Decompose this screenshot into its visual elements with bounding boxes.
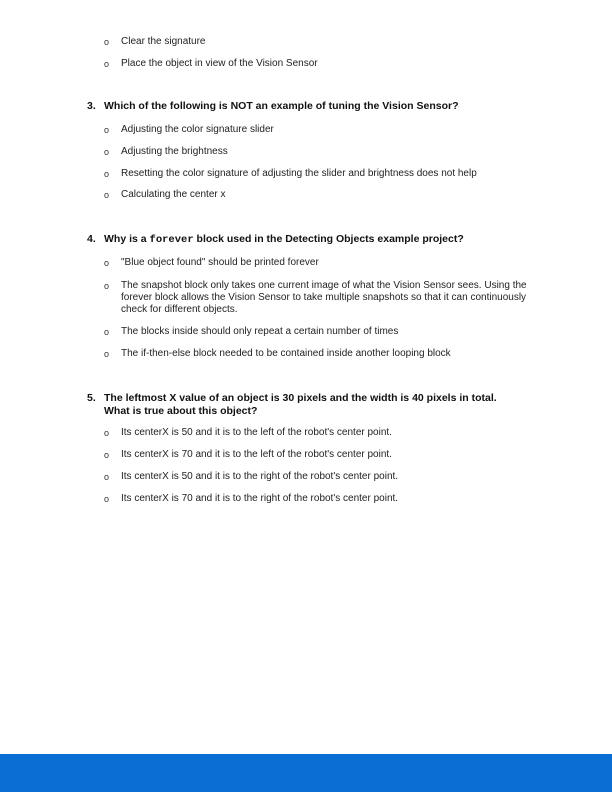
list-item <box>104 189 544 201</box>
option-text: Its centerX is 70 and it is to the right of the robot's center point. <box>121 493 399 504</box>
bullet-icon: o <box>104 349 110 359</box>
question-text <box>104 233 517 247</box>
question-number: 5. <box>87 392 96 404</box>
list-item <box>104 146 544 158</box>
question-5 <box>87 392 517 418</box>
bullet-icon: o <box>104 169 110 179</box>
question-number: 3. <box>87 100 96 112</box>
list-item <box>104 427 544 439</box>
option-text: Clear the signature <box>121 36 206 47</box>
bullet-icon: o <box>104 472 110 482</box>
question-number: 4. <box>87 233 96 245</box>
footer-bar <box>0 754 612 792</box>
list-item <box>104 58 544 70</box>
bullet-icon: o <box>104 450 110 460</box>
option-text: Its centerX is 50 and it is to the left of the robot's center point. <box>121 427 392 438</box>
option-text: The blocks inside should only repeat a certain number of times <box>121 326 399 337</box>
option-text: Adjusting the brightness <box>121 146 228 157</box>
option-text: Adjusting the color signature slider <box>121 124 274 135</box>
question-4 <box>87 233 517 247</box>
option-text: Resetting the color signature of adjusting the slider and brightness does not help <box>121 168 477 179</box>
list-item <box>104 36 544 48</box>
question-text: Which of the following is NOT an example of tuning the Vision Sensor? <box>104 100 459 112</box>
bullet-icon: o <box>104 428 110 438</box>
option-text: Calculating the center x <box>121 189 226 200</box>
bullet-icon: o <box>104 59 110 69</box>
bullet-icon: o <box>104 147 110 157</box>
option-text: Its centerX is 70 and it is to the left of the robot's center point. <box>121 449 392 460</box>
bullet-icon: o <box>104 494 110 504</box>
list-item <box>104 493 544 505</box>
list-item <box>104 449 544 461</box>
question-3 <box>87 100 517 113</box>
list-item <box>104 471 544 483</box>
option-text: The if-then-else block needed to be contained inside another looping block <box>121 348 451 359</box>
list-item <box>104 280 544 316</box>
option-text: Its centerX is 50 and it is to the right of the robot's center point. <box>121 471 399 482</box>
option-text: Place the object in view of the Vision Sensor <box>121 58 318 69</box>
question-text-end: block used in the Detecting Objects example project? <box>193 233 464 245</box>
bullet-icon: o <box>104 190 110 200</box>
bullet-icon: o <box>104 125 110 135</box>
question-text-start: Why is a <box>104 233 150 245</box>
list-item <box>104 124 544 136</box>
code-keyword: forever <box>149 234 194 246</box>
list-item <box>104 168 544 180</box>
option-text: The snapshot block only takes one current image of what the Vision Sensor sees. Using the forever block allows the Vision Sensor to take multiple snapshots so that it can continuously check for different objects. <box>121 280 527 315</box>
bullet-icon: o <box>104 258 110 268</box>
list-item <box>104 257 544 269</box>
list-item <box>104 326 544 338</box>
bullet-icon: o <box>104 327 110 337</box>
bullet-icon: o <box>104 281 110 291</box>
bullet-icon: o <box>104 37 110 47</box>
option-text: "Blue object found" should be printed forever <box>121 257 319 268</box>
question-text: The leftmost X value of an object is 30 pixels and the width is 40 pixels in total. What is true about this object? <box>104 392 497 417</box>
list-item <box>104 348 544 360</box>
